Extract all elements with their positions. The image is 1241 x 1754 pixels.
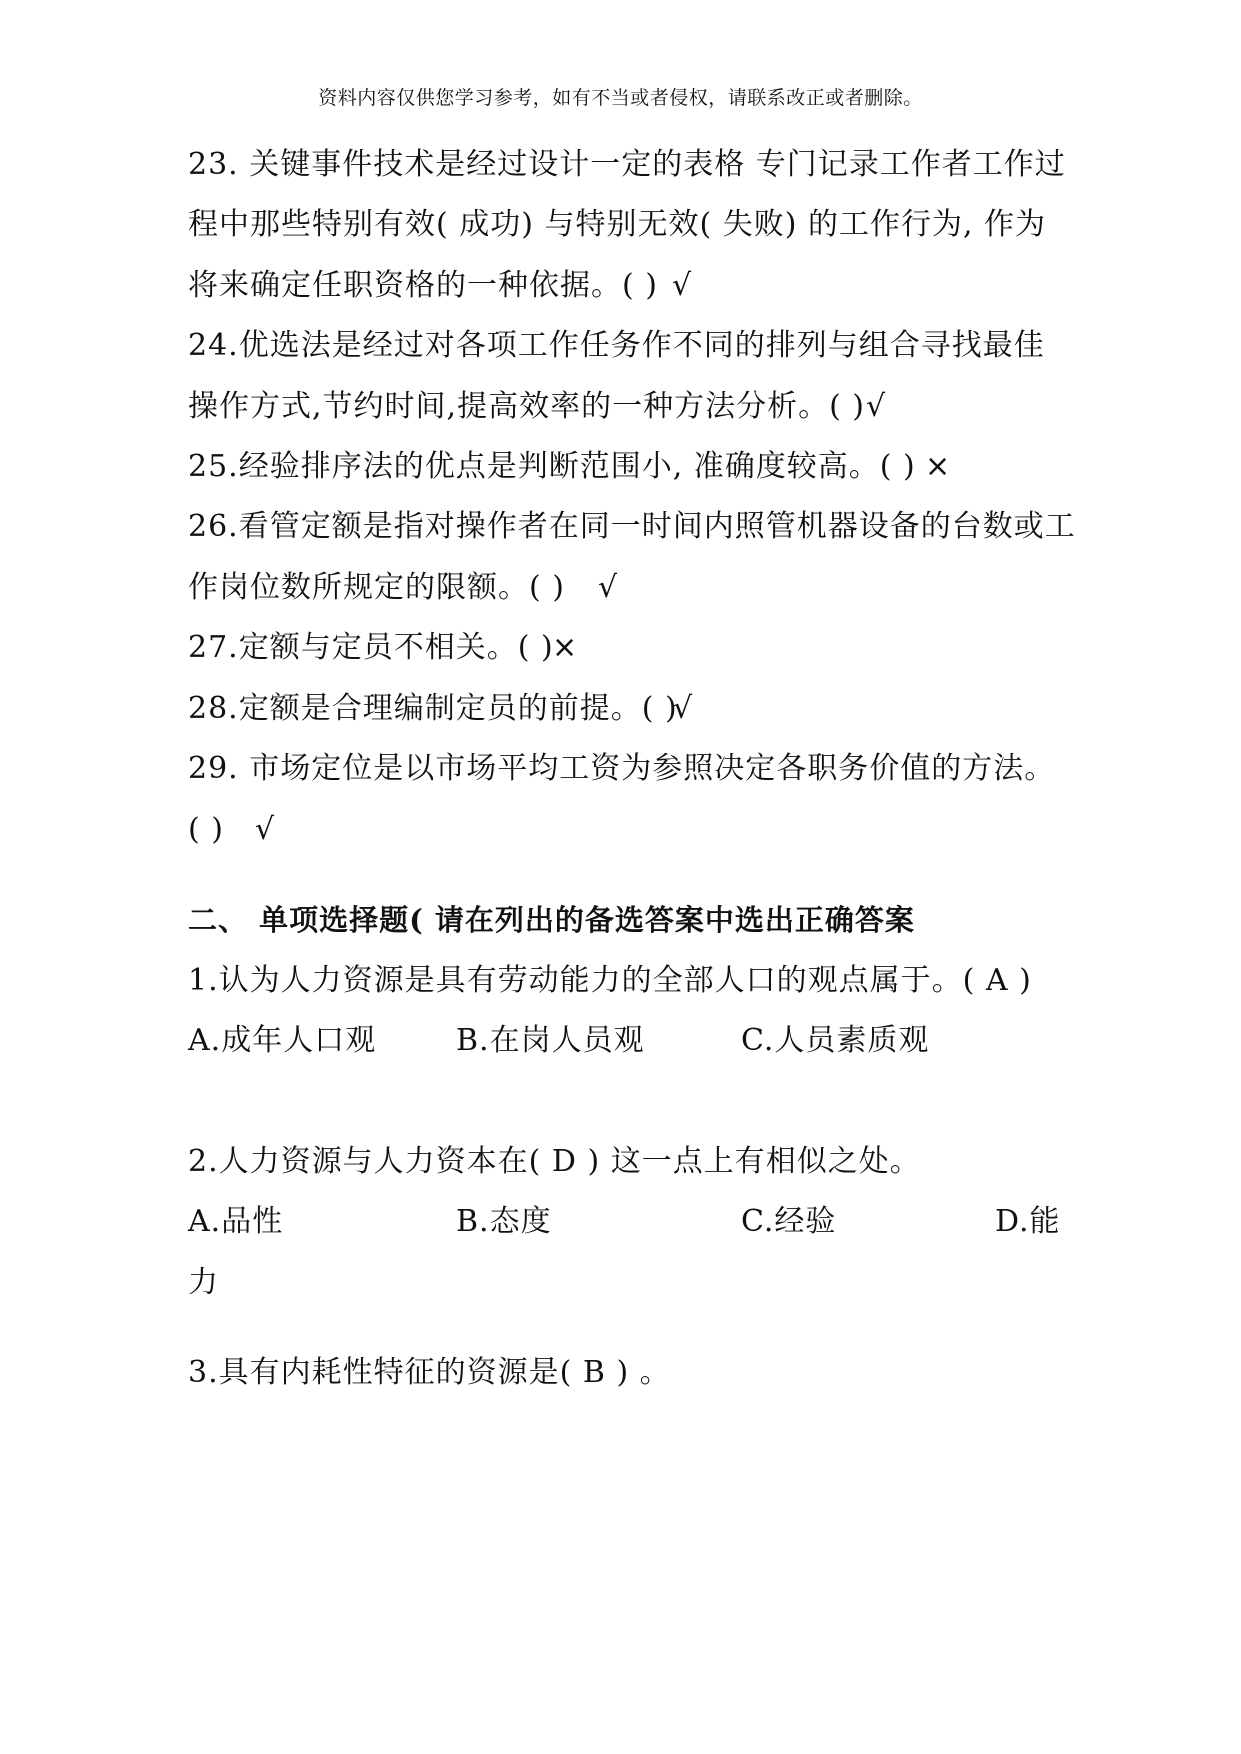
question-23-line-3: 将来确定任职资格的一种依据。( ) xyxy=(188,268,658,303)
question-26-answer-mark: √ xyxy=(598,570,618,605)
question-29-answer-mark: √ xyxy=(255,812,275,847)
question-25-answer-mark: × xyxy=(925,449,951,484)
question-28-answer-mark: √ xyxy=(673,691,693,726)
question-29-line-1: 29. 市场定位是以市场平均工资为参照决定各职务价值的方法。 xyxy=(188,751,1056,786)
question-24-line-1: 24.优选法是经过对各项工作任务作不同的排列与组合寻找最佳 xyxy=(188,328,1045,363)
question-23-line-2: 程中那些特别有效( 成功) 与特别无效( 失败) 的工作行为, 作为 xyxy=(188,207,1047,242)
question-27-line-1: 27.定额与定员不相关。( ) xyxy=(188,630,554,665)
choice-2-option-a: A.品性 xyxy=(188,1204,284,1239)
question-24-answer-mark: √ xyxy=(866,389,886,424)
choice-2-option-b: B.态度 xyxy=(456,1204,552,1239)
question-27-answer-mark: × xyxy=(552,630,578,665)
question-28-line-1: 28.定额是合理编制定员的前提。( ) xyxy=(188,691,678,726)
choice-1-option-a: A.成年人口观 xyxy=(188,1023,377,1058)
question-23-answer-mark: √ xyxy=(672,268,692,303)
choice-2-option-d-continuation: 力 xyxy=(188,1265,219,1300)
question-26-line-2: 作岗位数所规定的限额。( ) xyxy=(188,570,565,605)
choice-question-2: 2.人力资源与人力资本在( D ) 这一点上有相似之处。 xyxy=(188,1144,921,1179)
choice-1-option-c: C.人员素质观 xyxy=(741,1023,930,1058)
question-29-line-2: ( ) xyxy=(188,812,224,847)
document-header-notice: 资料内容仅供您学习参考，如有不当或者侵权，请联系改正或者删除。 xyxy=(318,87,923,109)
choice-question-3: 3.具有内耗性特征的资源是( B ) 。 xyxy=(188,1355,671,1390)
choice-1-option-b: B.在岗人员观 xyxy=(456,1023,645,1058)
question-25-line-1: 25.经验排序法的优点是判断范围小, 准确度较高。( ) xyxy=(188,449,916,484)
choice-question-1: 1.认为人力资源是具有劳动能力的全部人口的观点属于。( A ) xyxy=(188,963,1032,998)
question-26-line-1: 26.看管定额是指对操作者在同一时间内照管机器设备的台数或工 xyxy=(188,509,1076,544)
choice-2-option-d: D.能 xyxy=(995,1204,1061,1239)
choice-2-option-c: C.经验 xyxy=(741,1204,837,1239)
section-2-heading: 二、 单项选择题( 请在列出的备选答案中选出正确答案 xyxy=(188,903,915,937)
question-23-line-1: 23. 关键事件技术是经过设计一定的表格 专门记录工作者工作过 xyxy=(188,147,1066,182)
question-24-line-2: 操作方式,节约时间,提高效率的一种方法分析。( ) xyxy=(188,389,866,424)
